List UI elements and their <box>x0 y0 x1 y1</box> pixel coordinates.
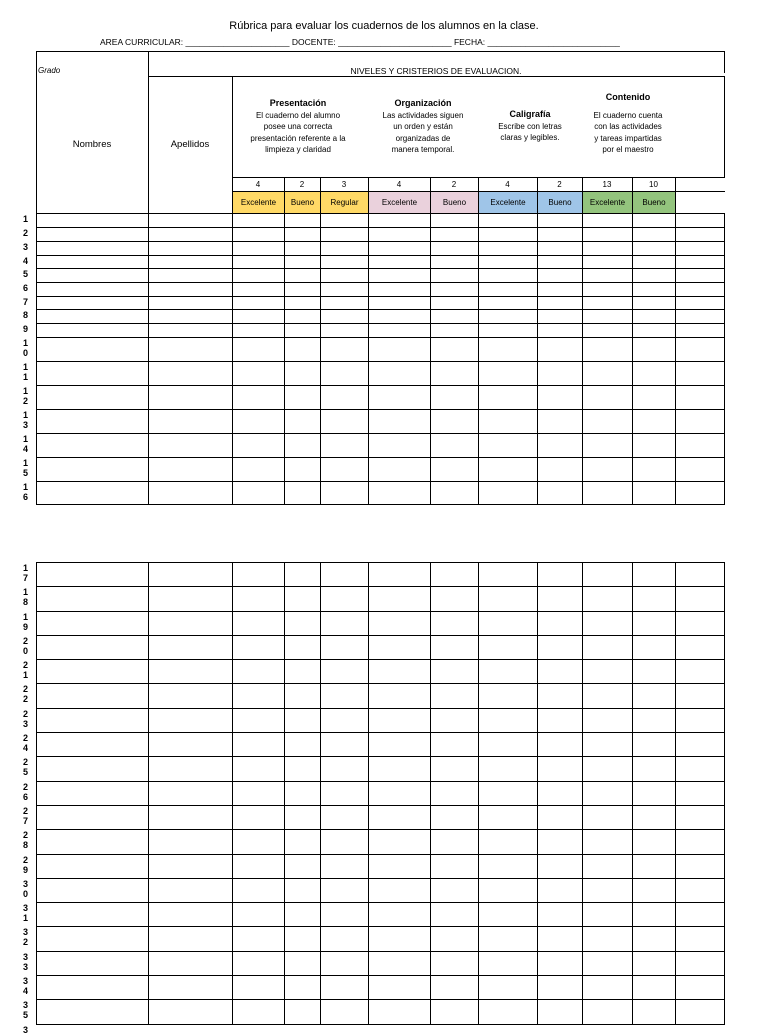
criterion-title: Organización <box>394 98 452 108</box>
level-label: Regular <box>321 192 368 213</box>
col-divider <box>675 177 676 214</box>
row-number: 6 <box>23 283 29 293</box>
criterion-description-line: organizadas de <box>395 133 451 143</box>
level-label: Bueno <box>285 192 320 213</box>
col-divider <box>232 177 233 214</box>
row-number: 3 0 <box>23 879 29 899</box>
row-number: 1 0 <box>23 338 29 358</box>
col-divider <box>632 562 633 1025</box>
criterion-3 <box>478 109 582 144</box>
col-divider <box>582 213 583 505</box>
row-line <box>36 433 725 434</box>
row-line <box>36 268 725 269</box>
criterion-description-line: presentación referente a la <box>250 133 346 143</box>
col-divider <box>582 177 583 214</box>
row-number: 2 7 <box>23 806 29 826</box>
row-number: 4 <box>23 256 29 266</box>
row-number: 3 <box>23 1025 29 1035</box>
row-number: 1 4 <box>23 434 29 454</box>
col-divider <box>537 562 538 1025</box>
col-divider <box>36 562 37 1025</box>
row-line <box>36 805 725 806</box>
col-divider <box>430 213 431 505</box>
niveles-heading: NIVELES Y CRISTERIOS DE EVALUACION. <box>350 66 522 76</box>
row-number: 9 <box>23 324 29 334</box>
row-line <box>36 854 725 855</box>
row-line <box>36 683 725 684</box>
level-score: 4 <box>396 180 402 189</box>
criterion-description-line: por el maestro <box>602 145 654 154</box>
meta-line: AREA CURRICULAR: ______________________ DOCENTE: ________________________ FECHA: ____________________________ <box>100 37 620 47</box>
row-line <box>36 926 725 927</box>
level-score: 2 <box>557 180 562 189</box>
col-divider <box>478 562 479 1025</box>
col-divider <box>368 177 369 214</box>
row-line <box>36 213 725 214</box>
level-label: Bueno <box>431 192 478 213</box>
row-line <box>36 361 725 362</box>
col-divider <box>675 213 676 505</box>
row-number: 2 1 <box>23 660 29 680</box>
row-line <box>36 999 725 1000</box>
level-score: 4 <box>255 180 261 189</box>
row-number: 2 2 <box>23 684 29 704</box>
col-divider <box>537 177 538 214</box>
niveles-divider <box>148 76 725 77</box>
row-line <box>36 951 725 952</box>
row-line <box>36 241 725 242</box>
row-number: 3 2 <box>23 927 29 947</box>
level-label: Excelente <box>479 192 537 213</box>
col-divider <box>284 562 285 1025</box>
col-divider <box>724 213 725 505</box>
row-number: 2 9 <box>23 855 29 875</box>
row-line <box>36 586 725 587</box>
col-divider <box>148 213 149 505</box>
criterion-description-line: manera temporal. <box>391 145 455 154</box>
row-number: 1 9 <box>23 612 29 632</box>
criterion-description-line: un orden y están <box>393 122 453 131</box>
page-title: Rúbrica para evaluar los cuadernos de los alumnos en la clase. <box>229 20 539 32</box>
row-line <box>36 409 725 410</box>
col-divider <box>284 213 285 505</box>
col-divider <box>148 562 149 1025</box>
criterion-1 <box>236 98 360 156</box>
criterion-description-line: con las actividades <box>594 122 662 131</box>
criterion-description-line: limpieza y claridad <box>265 145 331 154</box>
level-score: 10 <box>649 180 658 189</box>
row-line <box>36 732 725 733</box>
col-divider <box>478 177 479 214</box>
row-line <box>36 781 725 782</box>
level-score: 2 <box>299 180 305 189</box>
row-line <box>36 457 725 458</box>
row-number: 1 5 <box>23 458 29 478</box>
level-label: Excelente <box>583 192 632 213</box>
criterion-2 <box>368 98 478 156</box>
row-number: 2 <box>23 228 29 238</box>
row-line <box>36 611 725 612</box>
row-number: 3 5 <box>23 1000 29 1020</box>
criterion-description-line: claras y legibles. <box>500 133 560 142</box>
row-line <box>36 756 725 757</box>
col-divider <box>368 213 369 505</box>
col-divider <box>320 213 321 505</box>
col-divider <box>368 562 369 1025</box>
level-label: Bueno <box>633 192 675 213</box>
row-number: 1 7 <box>23 563 29 583</box>
col-divider <box>724 562 725 1025</box>
criterion-4 <box>582 92 674 156</box>
row-number: 2 5 <box>23 757 29 777</box>
apellidos-header: Apellidos <box>170 139 210 150</box>
criterion-title: Presentación <box>269 98 327 108</box>
row-number: 1 8 <box>23 587 29 607</box>
row-line <box>36 481 725 482</box>
criterion-description-line: El cuaderno del alumno <box>255 110 341 120</box>
col-divider <box>537 213 538 505</box>
level-label: Excelente <box>233 192 284 213</box>
row-line <box>36 337 725 338</box>
criterion-description-line: El cuaderno cuenta <box>593 110 663 120</box>
criterion-title: Caligrafía <box>509 109 551 119</box>
row-line <box>36 829 725 830</box>
col-divider <box>232 562 233 1025</box>
col-divider <box>320 562 321 1025</box>
col-divider <box>632 213 633 505</box>
level-score: 2 <box>451 180 457 189</box>
row-line <box>36 708 725 709</box>
col-divider <box>36 213 37 505</box>
row-number: 3 3 <box>23 952 29 972</box>
row-line <box>36 309 725 310</box>
level-score: 3 <box>341 180 347 189</box>
row-number: 3 1 <box>23 903 29 923</box>
row-number: 1 3 <box>23 410 29 430</box>
row-number: 3 4 <box>23 976 29 996</box>
row-number: 3 <box>23 242 29 252</box>
level-label: Excelente <box>369 192 430 213</box>
level-label: Bueno <box>538 192 582 213</box>
row-line <box>36 255 725 256</box>
col-divider <box>232 213 233 505</box>
row-line <box>36 227 725 228</box>
row-line <box>36 1024 725 1025</box>
col-divider <box>582 562 583 1025</box>
row-line <box>36 902 725 903</box>
col-divider <box>430 177 431 214</box>
col-divider <box>284 177 285 214</box>
table-right-border <box>724 51 725 73</box>
col-divider <box>632 177 633 214</box>
row-line <box>36 878 725 879</box>
col-divider <box>478 213 479 505</box>
row-number: 2 6 <box>23 782 29 802</box>
row-line <box>36 385 725 386</box>
table-top-border <box>36 51 724 52</box>
row-number: 2 3 <box>23 709 29 729</box>
nombres-header: Nombres <box>72 139 112 150</box>
row-number: 7 <box>23 297 29 307</box>
criterion-description-line: posee una correcta <box>263 122 333 131</box>
row-number: 1 1 <box>23 362 29 382</box>
row-number: 1 <box>23 214 29 224</box>
level-score: 4 <box>505 180 510 189</box>
row-line <box>36 975 725 976</box>
level-score: 13 <box>602 180 612 189</box>
row-number: 2 0 <box>23 636 29 656</box>
criterion-description-line: Las actividades siguen <box>382 110 464 120</box>
row-line <box>36 562 725 563</box>
row-line <box>36 635 725 636</box>
row-line <box>36 323 725 324</box>
row-line <box>36 296 725 297</box>
col-divider <box>320 177 321 214</box>
row-number: 1 2 <box>23 386 29 406</box>
col-divider <box>675 562 676 1025</box>
criterion-title: Contenido <box>605 92 651 102</box>
row-line <box>36 504 725 505</box>
row-number: 8 <box>23 310 29 320</box>
row-number: 5 <box>23 269 29 279</box>
criteria-right-border <box>724 76 725 178</box>
row-line <box>36 659 725 660</box>
row-number: 2 4 <box>23 733 29 753</box>
criterion-description-line: Escribe con letras <box>498 121 562 131</box>
row-number: 2 8 <box>23 830 29 850</box>
row-number: 1 6 <box>23 482 29 502</box>
criterion-description-line: y tareas impartidas <box>594 133 662 143</box>
row-line <box>36 282 725 283</box>
col-divider <box>430 562 431 1025</box>
grado-label: Grado <box>38 66 61 75</box>
